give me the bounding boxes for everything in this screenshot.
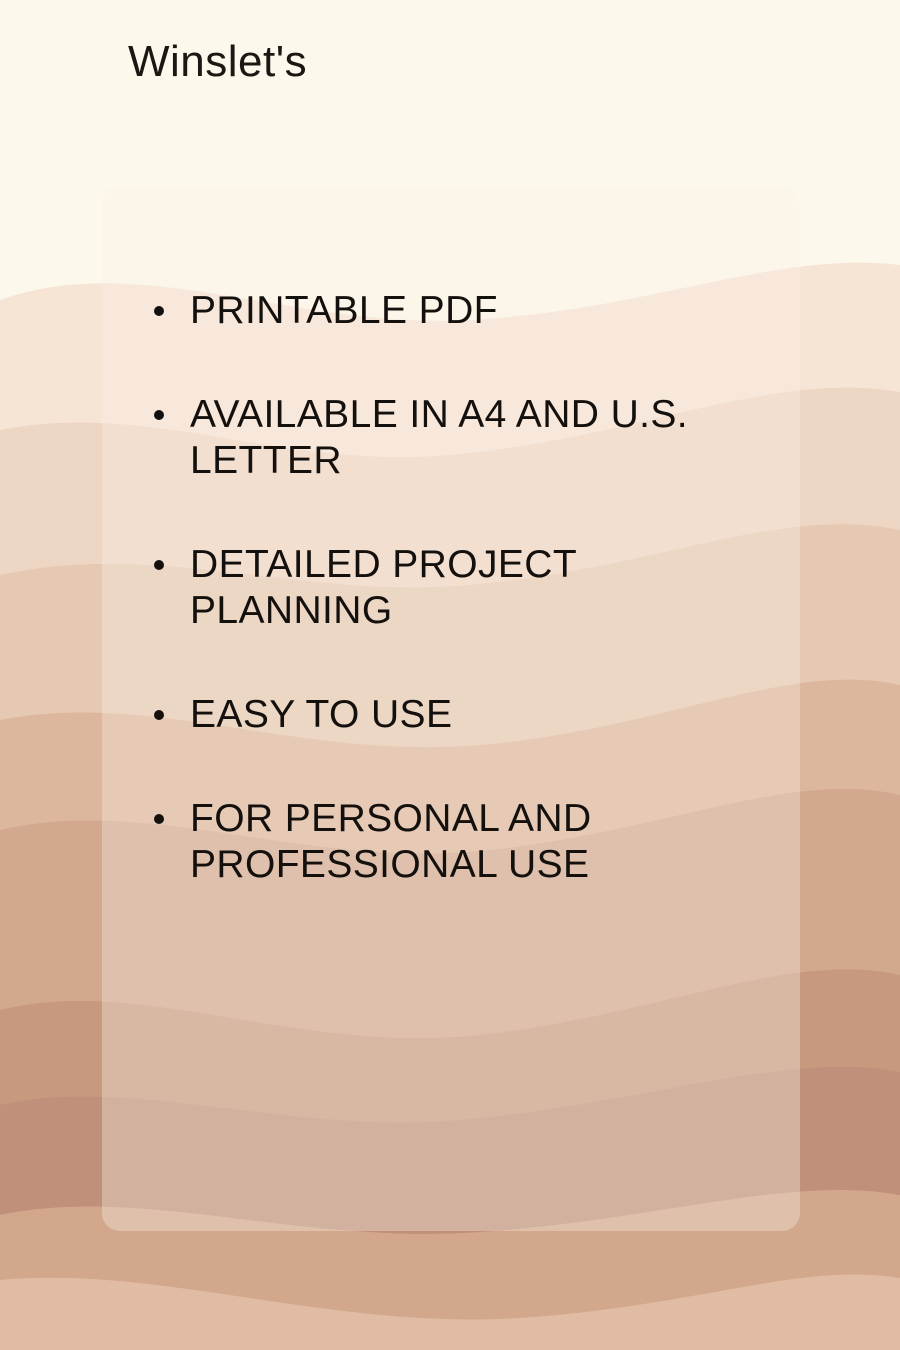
brand-title: Winslet's [128,37,308,86]
list-item [148,692,758,738]
feature-list [148,288,758,888]
bullet-dot-icon [154,710,164,720]
bullet-dot-icon [154,560,164,570]
list-item [148,392,758,484]
list-item-label: FOR PERSONAL AND PROFESSIONAL USE [190,797,592,887]
list-item [148,288,758,334]
bullet-dot-icon [154,306,164,316]
list-item [148,542,758,634]
list-item-label: DETAILED PROJECT PLANNING [190,543,577,633]
bullet-dot-icon [154,814,164,824]
bullet-dot-icon [154,410,164,420]
list-item-label: EASY TO USE [190,693,453,737]
list-item-label: PRINTABLE PDF [190,289,498,332]
list-item [148,796,758,888]
list-item-label: AVAILABLE IN A4 AND U.S. LETTER [190,393,689,483]
